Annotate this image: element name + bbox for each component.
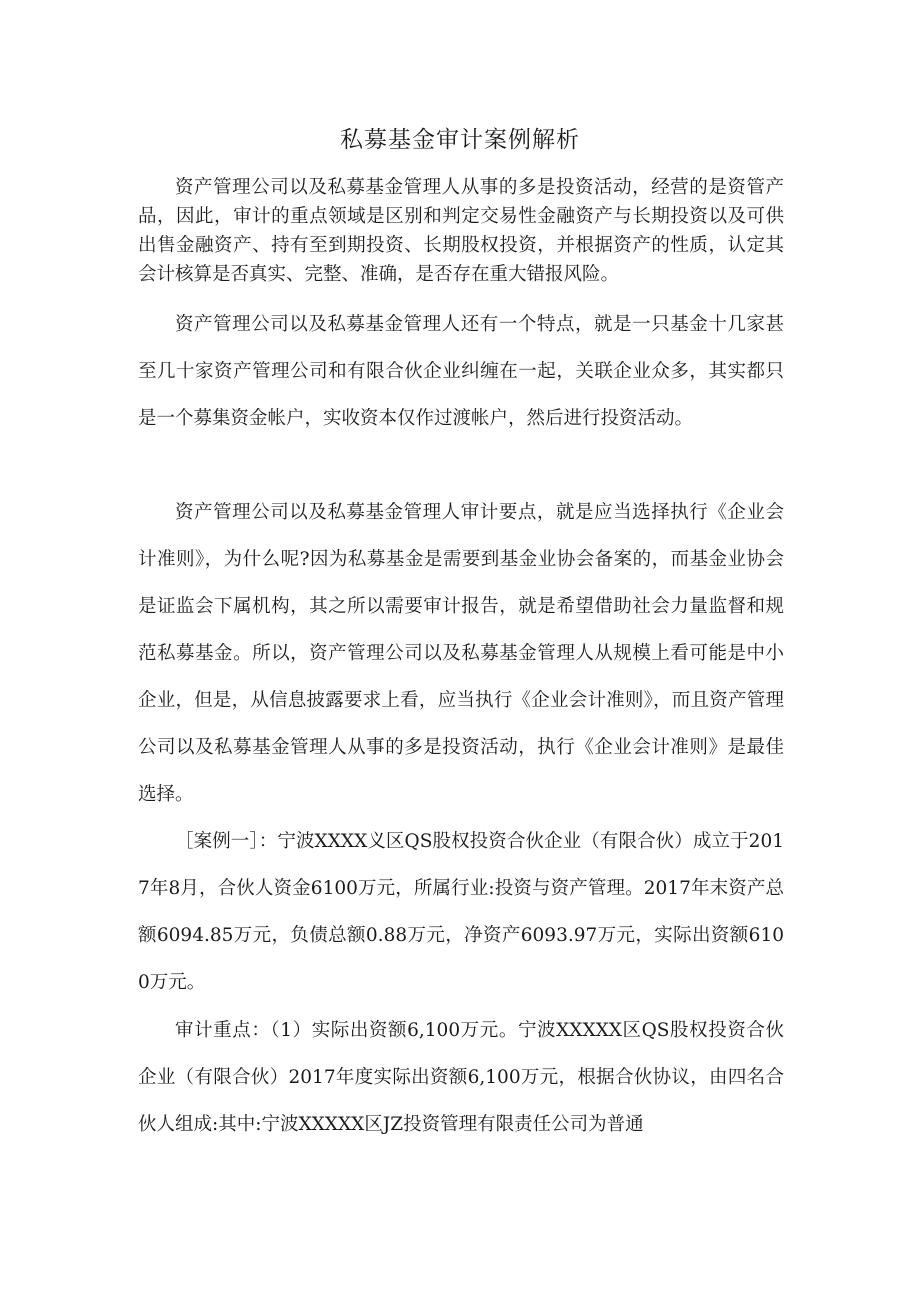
paragraph-audit-points: 资产管理公司以及私募基金管理人审计要点，就是应当选择执行《企业会计准则》，为什么呢?因为私募基金是需要到基金业协会备案的，而基金业协会是证监会下属机构，其之所以需要审计报告，就是希望借助社会力量监督和规范私募基金。所以，资产管理公司以及私募基金管理人从规模上看可能是中小企业，但是，从信息披露要求上看，应当执行《企业会计准则》，而且资产管理公司以及私募基金管理人从事的多是投资活动，执行《企业会计准则》是最佳选择。 bbox=[138, 502, 784, 805]
paragraph-case-one: ［案例一］：宁波XXXX义区QS股权投资合伙企业（有限合伙）成立于2017年8月，合伙人资金6100万元，所属行业:投资与资产管理。2017年末资产总额6094.85万元，负债总额0.88万元，净资产6093.97万元，实际出资额6100万元。 bbox=[138, 831, 784, 993]
paragraph-intro: 资产管理公司以及私募基金管理人从事的多是投资活动，经营的是资管产品，因此，审计的重点领域是区别和判定交易性金融资产与长期投资以及可供出售金融资产、持有至到期投资、长期股权投资，并根据资产的性质，认定其会计核算是否真实、完整、准确，是否存在重大错报风险。 bbox=[138, 177, 784, 285]
document-title: 私募基金审计案例解析 bbox=[340, 127, 580, 153]
paragraph-audit-focus: 审计重点：（1）实际出资额6,100万元。宁波XXXXX区QS股权投资合伙企业（有限合伙）2017年度实际出资额6,100万元，根据合伙协议，由四名合伙人组成:其中:宁波XXXXX区JZ投资管理有限责任公司为普通 bbox=[138, 1020, 784, 1135]
paragraph-characteristics: 资产管理公司以及私募基金管理人还有一个特点，就是一只基金十几家甚至几十家资产管理公司和有限合伙企业纠缠在一起，关联企业众多，其实都只是一个募集资金帐户，实收资本仅作过渡帐户，然后进行投资活动。 bbox=[138, 314, 784, 429]
